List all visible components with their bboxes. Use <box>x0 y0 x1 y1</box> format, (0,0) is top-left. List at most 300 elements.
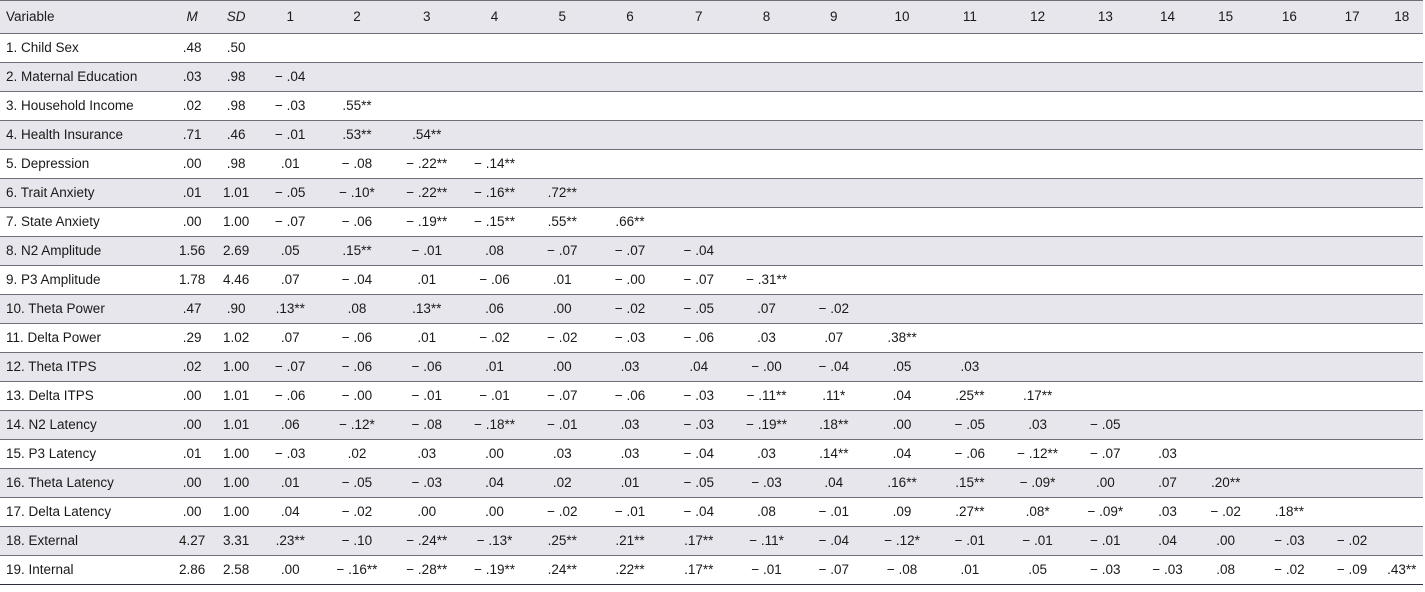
correlation-cell: .17** <box>664 556 733 585</box>
correlation-cell: .02 <box>321 440 394 469</box>
correlation-cell <box>596 34 665 63</box>
correlation-cell <box>1139 121 1197 150</box>
table-row <box>0 469 1423 498</box>
correlation-cell <box>1255 382 1324 411</box>
correlation-cell <box>800 92 868 121</box>
correlation-cell <box>733 121 800 150</box>
correlation-cell <box>1255 92 1324 121</box>
correlation-cell: .54** <box>393 121 460 150</box>
correlation-cell: .00 <box>460 440 529 469</box>
correlation-cell <box>800 150 868 179</box>
correlation-cell <box>1072 34 1139 63</box>
correlation-cell <box>1003 92 1072 121</box>
correlation-cell <box>868 266 937 295</box>
correlation-cell: .15** <box>936 469 1003 498</box>
correlation-cell: .07 <box>800 324 868 353</box>
correlation-cell: − .08 <box>393 411 460 440</box>
correlation-cell: − .03 <box>1139 556 1197 585</box>
sd-cell: 1.00 <box>212 498 260 527</box>
correlation-cell <box>1380 527 1423 556</box>
mean-cell: .03 <box>172 63 212 92</box>
correlation-cell: .08* <box>1003 498 1072 527</box>
correlation-cell: − .05 <box>321 469 394 498</box>
correlation-cell <box>1072 63 1139 92</box>
correlation-cell <box>1255 121 1324 150</box>
mean-cell: 1.56 <box>172 237 212 266</box>
table-row <box>0 266 1423 295</box>
correlation-cell: .04 <box>868 382 937 411</box>
correlation-cell <box>868 237 937 266</box>
table-row <box>0 556 1423 585</box>
correlation-cell: .01 <box>596 469 665 498</box>
correlation-cell: − .02 <box>529 324 596 353</box>
correlation-cell: .07 <box>260 324 321 353</box>
correlation-cell <box>393 63 460 92</box>
correlation-cell <box>1380 34 1423 63</box>
correlation-cell <box>868 121 937 150</box>
correlation-cell <box>1072 295 1139 324</box>
correlation-cell: .17** <box>1003 382 1072 411</box>
correlation-cell: − .01 <box>260 121 321 150</box>
correlation-cell: .08 <box>1196 556 1255 585</box>
variable-name-cell: 11. Delta Power <box>0 324 172 353</box>
correlation-cell <box>1139 63 1197 92</box>
correlation-cell <box>1139 208 1197 237</box>
correlation-cell: − .22** <box>393 150 460 179</box>
correlation-cell: .20** <box>1196 469 1255 498</box>
correlation-cell <box>1003 324 1072 353</box>
correlation-cell <box>1324 353 1381 382</box>
correlation-cell <box>1072 324 1139 353</box>
correlation-cell <box>321 34 394 63</box>
correlation-cell <box>1255 208 1324 237</box>
correlation-cell: .55** <box>321 92 394 121</box>
correlation-cell <box>664 179 733 208</box>
correlation-cell: − .01 <box>1003 527 1072 556</box>
correlation-cell <box>868 63 937 92</box>
correlation-cell <box>1255 237 1324 266</box>
correlation-cell: .27** <box>936 498 1003 527</box>
table-row <box>0 527 1423 556</box>
correlation-cell: .00 <box>1072 469 1139 498</box>
correlation-cell: − .03 <box>733 469 800 498</box>
correlation-cell: .00 <box>460 498 529 527</box>
sd-cell: .50 <box>212 34 260 63</box>
correlation-cell <box>664 150 733 179</box>
correlation-cell <box>1324 150 1381 179</box>
header-col-1: 1 <box>260 1 321 34</box>
correlation-cell <box>393 92 460 121</box>
correlation-cell <box>1139 237 1197 266</box>
correlation-cell: − .01 <box>1072 527 1139 556</box>
sd-cell: 1.02 <box>212 324 260 353</box>
correlation-cell <box>800 63 868 92</box>
correlation-cell: − .00 <box>596 266 665 295</box>
correlation-cell <box>1196 295 1255 324</box>
mean-cell: .02 <box>172 353 212 382</box>
correlation-cell: .55** <box>529 208 596 237</box>
correlation-cell: − .09 <box>1324 556 1381 585</box>
correlation-cell <box>1072 382 1139 411</box>
correlation-cell: .21** <box>596 527 665 556</box>
correlation-cell <box>1255 150 1324 179</box>
correlation-cell <box>1072 92 1139 121</box>
correlation-cell <box>733 92 800 121</box>
mean-cell: .00 <box>172 498 212 527</box>
header-col-16: 16 <box>1255 1 1324 34</box>
variable-name-cell: 5. Depression <box>0 150 172 179</box>
correlation-cell <box>529 34 596 63</box>
correlation-cell <box>529 63 596 92</box>
correlation-cell: .25** <box>529 527 596 556</box>
correlation-cell <box>1324 295 1381 324</box>
header-col-4: 4 <box>460 1 529 34</box>
correlation-cell: − .11** <box>733 382 800 411</box>
correlation-cell: − .01 <box>529 411 596 440</box>
correlation-cell <box>733 237 800 266</box>
correlation-cell <box>1196 237 1255 266</box>
variable-name-cell: 16. Theta Latency <box>0 469 172 498</box>
correlation-cell: .18** <box>800 411 868 440</box>
correlation-cell <box>1324 92 1381 121</box>
correlation-cell <box>936 34 1003 63</box>
correlation-cell: − .06 <box>936 440 1003 469</box>
header-col-17: 17 <box>1324 1 1381 34</box>
sd-cell: 4.46 <box>212 266 260 295</box>
correlation-cell <box>529 121 596 150</box>
correlation-cell: − .04 <box>664 440 733 469</box>
variable-name-cell: 2. Maternal Education <box>0 63 172 92</box>
correlation-cell <box>1196 382 1255 411</box>
correlation-cell <box>800 208 868 237</box>
correlation-cell: − .01 <box>596 498 665 527</box>
correlation-cell <box>596 92 665 121</box>
correlation-cell <box>596 63 665 92</box>
correlation-cell <box>1139 411 1197 440</box>
correlation-cell: .03 <box>733 324 800 353</box>
correlation-cell: .01 <box>393 324 460 353</box>
correlation-cell: − .07 <box>1072 440 1139 469</box>
table-row <box>0 440 1423 469</box>
correlation-cell <box>1003 150 1072 179</box>
correlation-cell <box>868 150 937 179</box>
correlation-cell <box>393 34 460 63</box>
correlation-cell: .03 <box>936 353 1003 382</box>
table-row <box>0 92 1423 121</box>
correlation-cell: .07 <box>733 295 800 324</box>
correlation-cell: .06 <box>460 295 529 324</box>
correlation-cell <box>1196 353 1255 382</box>
table-row <box>0 121 1423 150</box>
mean-cell: .29 <box>172 324 212 353</box>
correlation-cell <box>1139 34 1197 63</box>
correlation-cell: .24** <box>529 556 596 585</box>
correlation-cell <box>1072 179 1139 208</box>
correlation-cell <box>1196 411 1255 440</box>
variable-name-cell: 7. State Anxiety <box>0 208 172 237</box>
correlation-cell <box>529 150 596 179</box>
table-row <box>0 411 1423 440</box>
correlation-cell: − .03 <box>664 382 733 411</box>
mean-cell: .71 <box>172 121 212 150</box>
variable-name-cell: 4. Health Insurance <box>0 121 172 150</box>
correlation-cell: − .19** <box>733 411 800 440</box>
correlation-cell <box>733 63 800 92</box>
correlation-cell: − .01 <box>936 527 1003 556</box>
correlation-cell: − .24** <box>393 527 460 556</box>
correlation-cell <box>1196 121 1255 150</box>
variable-name-cell: 10. Theta Power <box>0 295 172 324</box>
sd-cell: 2.69 <box>212 237 260 266</box>
correlation-cell <box>1003 208 1072 237</box>
correlation-cell <box>936 266 1003 295</box>
correlation-cell <box>868 295 937 324</box>
correlation-cell: − .11* <box>733 527 800 556</box>
correlation-cell <box>1196 150 1255 179</box>
correlation-cell: − .06 <box>460 266 529 295</box>
correlation-cell: .11* <box>800 382 868 411</box>
correlation-cell: − .01 <box>393 237 460 266</box>
correlation-cell: − .03 <box>1072 556 1139 585</box>
correlation-cell <box>733 150 800 179</box>
variable-name-cell: 15. P3 Latency <box>0 440 172 469</box>
correlation-cell: − .00 <box>321 382 394 411</box>
correlation-cell: − .12* <box>868 527 937 556</box>
correlation-cell: .08 <box>321 295 394 324</box>
correlation-cell: .01 <box>260 469 321 498</box>
sd-cell: 1.01 <box>212 411 260 440</box>
correlation-cell: .18** <box>1255 498 1324 527</box>
correlation-cell <box>1380 208 1423 237</box>
header-col-3: 3 <box>393 1 460 34</box>
correlation-cell: .04 <box>460 469 529 498</box>
correlation-cell <box>1072 237 1139 266</box>
sd-cell: .98 <box>212 92 260 121</box>
sd-cell: 3.31 <box>212 527 260 556</box>
mean-cell: .00 <box>172 469 212 498</box>
correlation-cell: .15** <box>321 237 394 266</box>
correlation-cell <box>936 179 1003 208</box>
correlation-cell <box>800 237 868 266</box>
variable-name-cell: 1. Child Sex <box>0 34 172 63</box>
correlation-cell: .07 <box>260 266 321 295</box>
correlation-cell: − .19** <box>460 556 529 585</box>
mean-cell: .02 <box>172 92 212 121</box>
correlation-cell: .13** <box>260 295 321 324</box>
correlation-cell <box>936 237 1003 266</box>
header-sd: SD <box>212 1 260 34</box>
correlation-cell <box>1196 266 1255 295</box>
correlation-cell: − .12** <box>1003 440 1072 469</box>
correlation-cell: − .08 <box>868 556 937 585</box>
correlation-cell: .00 <box>529 353 596 382</box>
correlation-cell <box>1324 469 1381 498</box>
correlation-cell: − .06 <box>321 324 394 353</box>
correlation-cell <box>1380 295 1423 324</box>
correlation-cell <box>1380 63 1423 92</box>
correlation-cell: − .05 <box>936 411 1003 440</box>
correlation-cell <box>1255 63 1324 92</box>
correlation-cell: .03 <box>1003 411 1072 440</box>
correlation-cell: − .07 <box>260 353 321 382</box>
correlation-cell <box>1196 440 1255 469</box>
correlation-cell <box>733 34 800 63</box>
header-mean: M <box>172 1 212 34</box>
correlation-cell: − .02 <box>1324 527 1381 556</box>
correlation-cell: .04 <box>260 498 321 527</box>
correlation-cell <box>1255 34 1324 63</box>
correlation-cell <box>1003 237 1072 266</box>
correlation-cell <box>936 150 1003 179</box>
sd-cell: 1.01 <box>212 382 260 411</box>
correlation-cell: − .03 <box>260 92 321 121</box>
correlation-cell: − .14** <box>460 150 529 179</box>
correlation-cell <box>1139 179 1197 208</box>
correlation-cell <box>460 92 529 121</box>
correlation-cell: .05 <box>260 237 321 266</box>
table-row <box>0 353 1423 382</box>
sd-cell: 1.01 <box>212 179 260 208</box>
correlation-cell: .53** <box>321 121 394 150</box>
correlation-cell: .04 <box>800 469 868 498</box>
correlation-cell <box>936 121 1003 150</box>
correlation-cell: .03 <box>733 440 800 469</box>
correlation-cell: − .04 <box>260 63 321 92</box>
sd-cell: 1.00 <box>212 469 260 498</box>
correlation-cell: − .31** <box>733 266 800 295</box>
correlation-cell <box>1380 121 1423 150</box>
correlation-cell: − .06 <box>321 208 394 237</box>
correlation-cell <box>1003 63 1072 92</box>
correlation-cell <box>1196 63 1255 92</box>
correlation-cell <box>1324 266 1381 295</box>
correlation-cell <box>664 34 733 63</box>
correlation-cell: .43** <box>1380 556 1423 585</box>
table-row <box>0 63 1423 92</box>
correlation-cell <box>1072 208 1139 237</box>
sd-cell: 1.00 <box>212 353 260 382</box>
mean-cell: 1.78 <box>172 266 212 295</box>
correlation-cell: − .02 <box>800 295 868 324</box>
correlation-cell <box>664 63 733 92</box>
correlation-cell <box>1072 353 1139 382</box>
correlation-cell <box>1324 324 1381 353</box>
correlation-cell: − .07 <box>800 556 868 585</box>
variable-name-cell: 9. P3 Amplitude <box>0 266 172 295</box>
header-col-15: 15 <box>1196 1 1255 34</box>
correlation-cell: .01 <box>393 266 460 295</box>
correlation-cell: − .04 <box>321 266 394 295</box>
correlation-cell: .06 <box>260 411 321 440</box>
correlation-cell: − .10 <box>321 527 394 556</box>
correlation-cell <box>733 179 800 208</box>
correlation-cell <box>800 34 868 63</box>
correlation-cell: − .12* <box>321 411 394 440</box>
correlation-cell: − .02 <box>1196 498 1255 527</box>
table-row <box>0 237 1423 266</box>
header-col-12: 12 <box>1003 1 1072 34</box>
correlation-cell <box>1139 324 1197 353</box>
correlation-cell <box>664 92 733 121</box>
mean-cell: .00 <box>172 208 212 237</box>
correlation-cell: − .02 <box>596 295 665 324</box>
correlation-cell: − .01 <box>393 382 460 411</box>
correlation-cell <box>1324 63 1381 92</box>
header-col-13: 13 <box>1072 1 1139 34</box>
correlation-cell <box>1324 440 1381 469</box>
correlation-cell: .17** <box>664 527 733 556</box>
correlation-cell: − .03 <box>393 469 460 498</box>
correlation-cell: .04 <box>664 353 733 382</box>
variable-name-cell: 19. Internal <box>0 556 172 585</box>
correlation-cell <box>1139 295 1197 324</box>
table-row <box>0 208 1423 237</box>
correlation-cell <box>1072 150 1139 179</box>
correlation-cell: .04 <box>1139 527 1197 556</box>
correlation-cell: − .07 <box>529 382 596 411</box>
correlation-cell <box>1380 382 1423 411</box>
correlation-cell: .02 <box>529 469 596 498</box>
correlation-cell: .09 <box>868 498 937 527</box>
correlation-cell <box>1380 179 1423 208</box>
correlation-cell: − .07 <box>596 237 665 266</box>
correlation-cell <box>1255 266 1324 295</box>
correlation-cell: − .06 <box>664 324 733 353</box>
table-row <box>0 498 1423 527</box>
correlation-cell <box>1324 498 1381 527</box>
correlation-cell: − .05 <box>260 179 321 208</box>
correlation-cell <box>260 34 321 63</box>
correlation-cell <box>1380 469 1423 498</box>
header-col-5: 5 <box>529 1 596 34</box>
correlation-cell <box>800 179 868 208</box>
correlation-cell: .07 <box>1139 469 1197 498</box>
sd-cell: .46 <box>212 121 260 150</box>
correlation-cell: .01 <box>936 556 1003 585</box>
correlation-cell: − .00 <box>733 353 800 382</box>
correlation-cell <box>1255 440 1324 469</box>
correlation-cell: .00 <box>1196 527 1255 556</box>
correlation-cell <box>1380 498 1423 527</box>
sd-cell: .98 <box>212 63 260 92</box>
mean-cell: .00 <box>172 411 212 440</box>
correlation-cell: − .01 <box>733 556 800 585</box>
correlation-cell <box>1003 266 1072 295</box>
correlation-cell: .23** <box>260 527 321 556</box>
correlation-cell: − .04 <box>664 498 733 527</box>
correlation-cell <box>1003 295 1072 324</box>
correlation-cell: .03 <box>596 440 665 469</box>
correlation-cell <box>1196 208 1255 237</box>
correlation-cell: − .16** <box>460 179 529 208</box>
variable-name-cell: 18. External <box>0 527 172 556</box>
table-row <box>0 324 1423 353</box>
correlation-cell <box>1139 382 1197 411</box>
table-row <box>0 34 1423 63</box>
variable-name-cell: 17. Delta Latency <box>0 498 172 527</box>
correlation-cell: .00 <box>393 498 460 527</box>
correlation-cell: .72** <box>529 179 596 208</box>
correlation-cell <box>1003 353 1072 382</box>
correlation-cell <box>868 92 937 121</box>
correlation-cell <box>1324 179 1381 208</box>
correlation-cell: − .06 <box>596 382 665 411</box>
correlation-cell: − .01 <box>800 498 868 527</box>
correlation-cell: .03 <box>596 411 665 440</box>
variable-name-cell: 6. Trait Anxiety <box>0 179 172 208</box>
correlation-cell: − .18** <box>460 411 529 440</box>
correlation-cell: .03 <box>596 353 665 382</box>
